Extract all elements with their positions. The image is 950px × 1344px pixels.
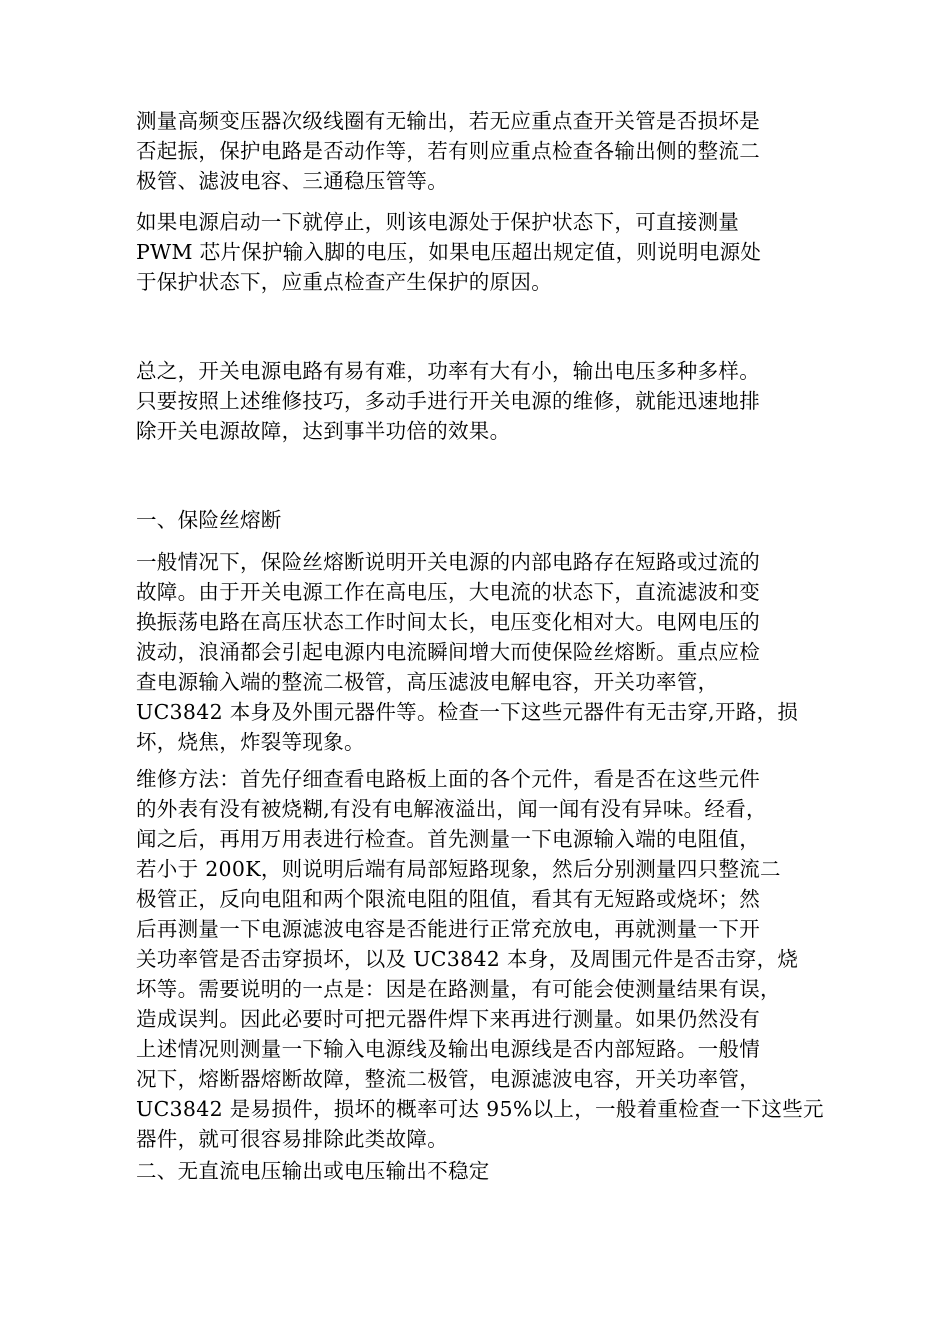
- text-line: 测量高频变压器次级线圈有无输出，若无应重点查开关管是否损坏是: [136, 109, 760, 133]
- text-line: 若小于 200K，则说明后端有局部短路现象，然后分别测量四只整流二: [136, 857, 781, 881]
- text-line: 一般情况下，保险丝熔断说明开关电源的内部电路存在短路或过流的: [136, 550, 760, 574]
- text-line: 总之，开关电源电路有易有难，功率有大有小，输出电压多种多样。: [136, 359, 760, 383]
- text-line: UC3842 本身及外围元器件等。检查一下这些元器件有无击穿,开路，损: [136, 700, 799, 724]
- text-line: 如果电源启动一下就停止，则该电源处于保护状态下，可直接测量: [136, 210, 740, 234]
- text-line: 查电源输入端的整流二极管，高压滤波电解电容，开关功率管，: [136, 670, 719, 694]
- text-line: UC3842 是易损件，损坏的概率可达 95%以上，一般着重检查一下这些元: [136, 1097, 824, 1121]
- text-line: 造成误判。因此必要时可把元器件焊下来再进行测量。如果仍然没有: [136, 1007, 760, 1031]
- text-line: 器件，就可很容易排除此类故障。: [136, 1127, 448, 1151]
- heading-text: 一、保险丝熔断: [136, 508, 282, 532]
- text-line: 除开关电源故障，达到事半功倍的效果。: [136, 419, 511, 443]
- text-line: 上述情况则测量一下输入电源线及输出电源线是否内部短路。一般情: [136, 1037, 760, 1061]
- heading-text: 二、无直流电压输出或电压输出不稳定: [136, 1159, 490, 1183]
- text-line: 维修方法：首先仔细查看电路板上面的各个元件，看是否在这些元件: [136, 767, 760, 791]
- paragraph-summary: [136, 356, 760, 446]
- text-line: 只要按照上述维修技巧，多动手进行开关电源的维修，就能迅速地排: [136, 389, 760, 413]
- text-line: 况下，熔断器熔断故障，整流二极管，电源滤波电容，开关功率管，: [136, 1067, 760, 1091]
- text-line: 后再测量一下电源滤波电容是否能进行正常充放电，再就测量一下开: [136, 917, 760, 941]
- paragraph-protection-state: [136, 207, 761, 297]
- text-line: 的外表有没有被烧糊,有没有电解液溢出，闻一闻有没有异味。经看，: [136, 797, 767, 821]
- paragraph-repair-method: [136, 764, 824, 1154]
- text-line: 闻之后，再用万用表进行检查。首先测量一下电源输入端的电阻值，: [136, 827, 760, 851]
- section-heading-no-dc-output: [136, 1156, 490, 1186]
- text-line: 坏等。需要说明的一点是：因是在路测量，有可能会使测量结果有误，: [136, 977, 781, 1001]
- text-line: PWM 芯片保护输入脚的电压，如果电压超出规定值，则说明电源处: [136, 240, 762, 264]
- text-line: 坏，烧焦，炸裂等现象。: [136, 730, 365, 754]
- text-line: 于保护状态下，应重点检查产生保护的原因。: [136, 270, 552, 294]
- text-line: 波动，浪涌都会引起电源内电流瞬间增大而使保险丝熔断。重点应检: [136, 640, 760, 664]
- paragraph-transformer-check: [136, 106, 760, 196]
- paragraph-fuse-cause: [136, 547, 798, 757]
- text-line: 故障。由于开关电源工作在高电压，大电流的状态下，直流滤波和变: [136, 580, 760, 604]
- section-heading-fuse: [136, 505, 282, 535]
- text-line: 极管正，反向电阻和两个限流电阻的阻值，看其有无短路或烧坏；然: [136, 887, 760, 911]
- text-line: 极管、滤波电容、三通稳压管等。: [136, 169, 448, 193]
- text-line: 换振荡电路在高压状态工作时间太长，电压变化相对大。电网电压的: [136, 610, 760, 634]
- text-line: 否起振，保护电路是否动作等，若有则应重点检查各输出侧的整流二: [136, 139, 760, 163]
- text-line: 关功率管是否击穿损坏，以及 UC3842 本身，及周围元件是否击穿，烧: [136, 947, 799, 971]
